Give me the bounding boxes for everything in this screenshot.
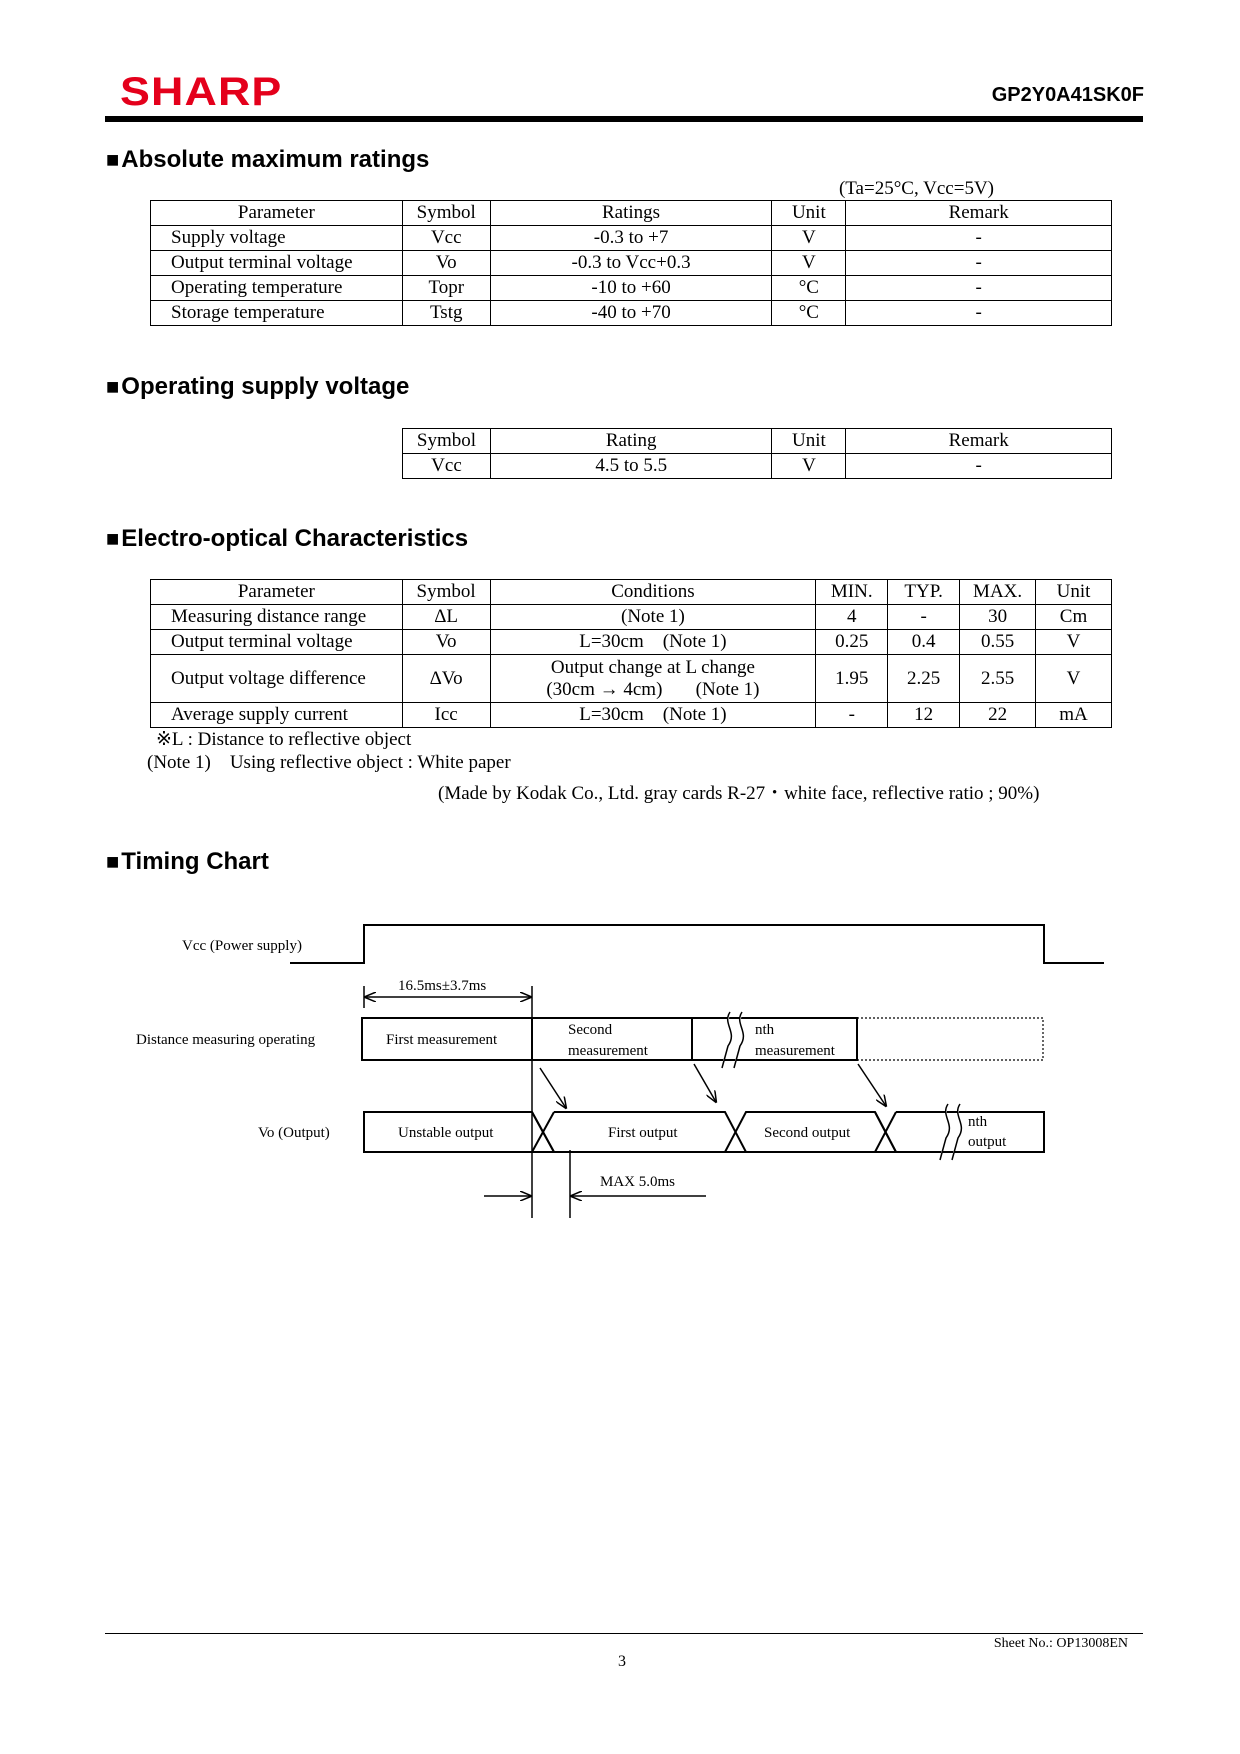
table-cell: - [846,301,1112,326]
nth-measurement-label-2: measurement [755,1043,835,1059]
unstable-output-label: Unstable output [398,1125,494,1141]
header-cell: MAX. [960,580,1036,605]
table-cell: L=30cm (Note 1) [490,703,816,728]
table-cell: Vcc [403,454,491,479]
table-cell: 22 [960,703,1036,728]
note-1: (Note 1) Using reflective object : White paper [147,752,511,773]
table-cell: 4 [816,605,888,630]
table-cell: 0.55 [960,630,1036,655]
table-cell: Vo [402,630,490,655]
condition-line-1: Output change at L change [550,656,755,678]
table-cell: Output terminal voltage [151,251,403,276]
table-cell: - [846,251,1112,276]
table-cell: -0.3 to +7 [490,226,772,251]
table-cell: Measuring distance range [151,605,403,630]
table-cell: 0.4 [888,630,960,655]
table-cell: °C [772,276,846,301]
header-cell: Remark [846,201,1112,226]
table-cell: L=30cm (Note 1) [490,630,816,655]
header-cell: Symbol [402,580,490,605]
table-cell: Vcc [402,226,490,251]
table-cell: Average supply current [151,703,403,728]
table-cell: Topr [402,276,490,301]
first-output-label: First output [608,1125,678,1141]
table-cell: mA [1036,703,1112,728]
header-cell: TYP. [888,580,960,605]
nth-output-label: nth [968,1114,988,1130]
page-number: 3 [618,1653,626,1670]
trigger-arrow-1 [540,1068,566,1108]
table-cell: Icc [402,703,490,728]
sheet-number: Sheet No.: OP13008EN [993,1636,1128,1651]
header-cell: Unit [1036,580,1112,605]
trigger-arrow-3 [858,1064,886,1106]
table-cell: - [846,276,1112,301]
nth-output-label-2: output [968,1134,1007,1150]
condition-line-2: (30cm → 4cm) (Note 1) [546,678,760,700]
abs-max-conditions: (Ta=25°C, Vcc=5V) [838,178,994,199]
table-cell: ΔL [402,605,490,630]
header-cell: Parameter [151,201,403,226]
vcc-label: Vcc (Power supply) [182,938,302,954]
table-cell: - [888,605,960,630]
header-cell: Parameter [151,580,403,605]
header-cell: Remark [846,429,1112,454]
header-cell: Rating [490,429,772,454]
table-cell: Tstg [402,301,490,326]
trigger-arrow-2 [694,1064,716,1102]
second-measurement-label: Second [568,1022,613,1038]
header-cell: Conditions [490,580,816,605]
table-cell: Storage temperature [151,301,403,326]
table-cell: V [772,226,846,251]
second-measurement-label-2: measurement [568,1043,648,1059]
section-title-timing: ■Timing Chart [106,848,269,875]
table-cell: 2.25 [888,655,960,703]
max-label: MAX 5.0ms [600,1174,676,1190]
section-title-eo: ■Electro-optical Characteristics [106,525,469,552]
table-cell: Output voltage difference [151,655,403,703]
table-cell: V [1036,630,1112,655]
table-cell: (Note 1) [490,605,816,630]
section-title-abs-max: ■Absolute maximum ratings [106,146,430,173]
table-cell: Output terminal voltage [151,630,403,655]
first-measurement-label: First measurement [386,1032,498,1048]
second-output-label: Second output [764,1125,851,1141]
table-cell: 1.95 [816,655,888,703]
model-number: GP2Y0A41SK0F [991,84,1144,106]
table-cell: 0.25 [816,630,888,655]
table-cell: -10 to +60 [490,276,772,301]
header-cell: Unit [772,429,846,454]
section-title-op-supply: ■Operating supply voltage [106,373,410,400]
footer-rule [105,1633,1143,1634]
table-cell: -40 to +70 [490,301,772,326]
dist-label: Distance measuring operating [136,1032,316,1048]
table-cell: 12 [888,703,960,728]
table-cell: 2.55 [960,655,1036,703]
table-cell: V [1036,655,1112,703]
header-cell: Symbol [402,201,490,226]
nth-measurement-label: nth [755,1022,775,1038]
table-cell: Vo [402,251,490,276]
table-cell: V [772,454,846,479]
delay-label: 16.5ms±3.7ms [398,978,487,994]
header-cell: MIN. [816,580,888,605]
table-cell: - [846,454,1112,479]
header-cell: Symbol [403,429,491,454]
vo-label: Vo (Output) [258,1125,330,1141]
future-measurement-box [857,1018,1043,1060]
vcc-waveform [290,925,1104,963]
sharp-logo: SHARP [120,70,283,114]
table-cell: 4.5 to 5.5 [490,454,772,479]
table-cell: °C [772,301,846,326]
table-cell: ΔVo [402,655,490,703]
table-cell: Operating temperature [151,276,403,301]
table-cell: V [772,251,846,276]
table-cell: Cm [1036,605,1112,630]
table-cell: Supply voltage [151,226,403,251]
table-cell: 30 [960,605,1036,630]
header-cell: Ratings [490,201,772,226]
note-kodak: (Made by Kodak Co., Ltd. gray cards R-27・white face, reflective ratio ; 90%) [438,783,1040,804]
table-cell: -0.3 to Vcc+0.3 [490,251,772,276]
table-cell: - [846,226,1112,251]
header-cell: Unit [772,201,846,226]
table-cell: - [816,703,888,728]
note-distance: ※L : Distance to reflective object [156,729,412,750]
